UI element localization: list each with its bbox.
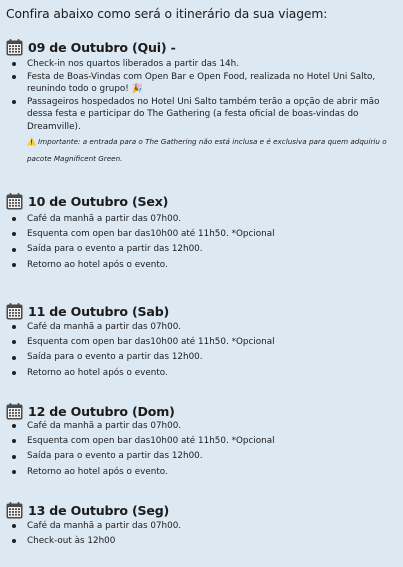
list-item: Esquenta com open bar das10h00 até 11h50. *Opcional — [6, 336, 397, 349]
list-item: Retorno ao hotel após o evento. — [6, 259, 397, 272]
day-header — [6, 193, 397, 210]
day-title: 13 de Outubro (Seg) — [28, 503, 170, 518]
list-item: Passageiros hospedados no Hotel Uni Salto também terão a opção de abrir mão dessa festa e participar do The Gathering (a festa oficial de boas-vindas do Dreamville). — [6, 96, 397, 134]
day-items — [6, 58, 397, 134]
list-item: Retorno ao hotel após o evento. — [6, 367, 397, 380]
list-item: Check-in nos quartos liberados a partir das 14h. — [6, 58, 397, 71]
list-item: Saída para o evento a partir das 12h00. — [6, 450, 397, 463]
list-item: Festa de Boas-Vindas com Open Bar e Open Food, realizada no Hotel Uni Salto, reunindo todo o grupo! 🎉 — [6, 71, 397, 96]
day-header — [6, 39, 397, 56]
day-section — [6, 193, 397, 274]
day-title: 11 de Outubro (Sab) — [28, 304, 170, 319]
list-item: Retorno ao hotel após o evento. — [6, 466, 397, 479]
day-section — [6, 502, 397, 550]
day-items — [6, 520, 397, 548]
list-item: Café da manhã a partir das 07h00. — [6, 420, 397, 433]
calendar-icon — [6, 39, 23, 56]
note-text: Importante: a entrada para o The Gathering não está inclusa e é exclusiva para quem adquiriu o pacote Magnificent Green. — [27, 136, 387, 163]
warning-icon: ⚠️ — [27, 136, 36, 146]
list-item: Esquenta com open bar das10h00 até 11h50. *Opcional — [6, 228, 397, 241]
calendar-icon — [6, 303, 23, 320]
calendar-icon — [6, 403, 23, 420]
day-header — [6, 502, 397, 519]
list-item: Café da manhã a partir das 07h00. — [6, 321, 397, 334]
day-title: 10 de Outubro (Sex) — [28, 194, 169, 209]
day-section — [6, 403, 397, 481]
day-section — [6, 39, 397, 167]
calendar-icon — [6, 193, 23, 210]
day-items — [6, 321, 397, 379]
list-item: Café da manhã a partir das 07h00. — [6, 520, 397, 533]
day-title: 12 de Outubro (Dom) — [28, 404, 175, 419]
day-header — [6, 303, 397, 320]
list-item: Check-out às 12h00 — [6, 535, 397, 548]
day-header — [6, 403, 397, 420]
day-title: 09 de Outubro (Qui) - — [28, 40, 176, 55]
calendar-icon — [6, 502, 23, 519]
list-item: Saída para o evento a partir das 12h00. — [6, 351, 397, 364]
day-items — [6, 213, 397, 271]
intro-text: Confira abaixo como será o itinerário da sua viagem: — [6, 7, 328, 21]
important-note — [6, 133, 397, 167]
day-items — [6, 420, 397, 478]
list-item: Saída para o evento a partir das 12h00. — [6, 243, 397, 256]
list-item: Café da manhã a partir das 07h00. — [6, 213, 397, 226]
list-item: Esquenta com open bar das10h00 até 11h50. *Opcional — [6, 435, 397, 448]
day-section — [6, 303, 397, 382]
